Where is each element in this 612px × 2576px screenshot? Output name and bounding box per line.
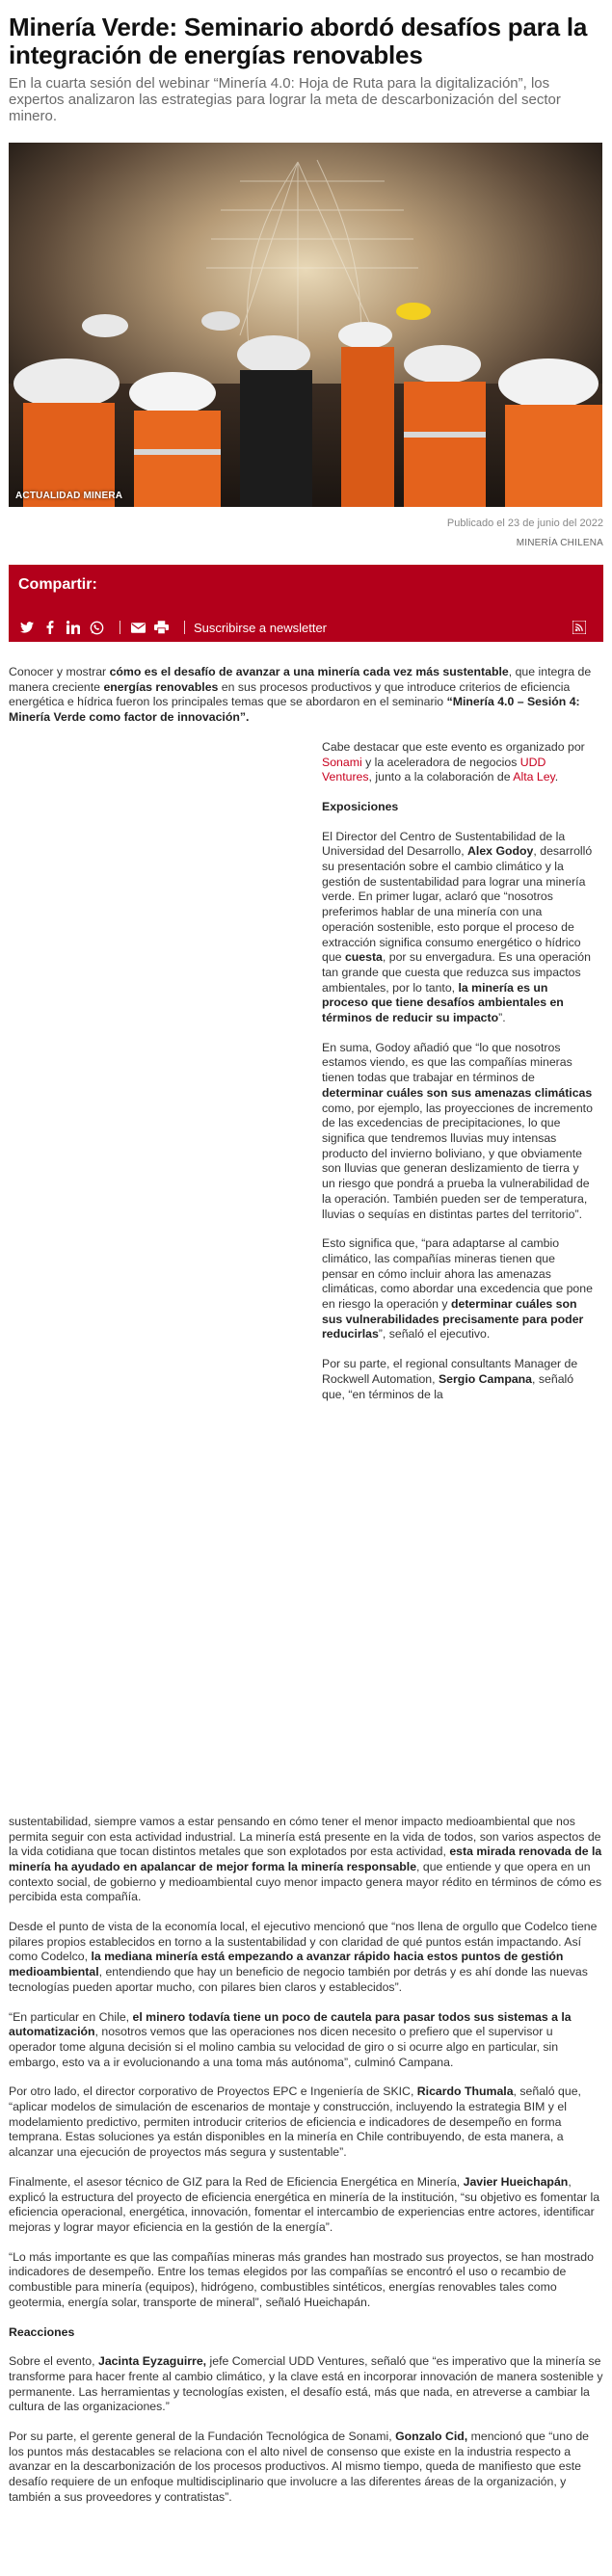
text-run: , que integra de manera creciente [9,665,592,694]
text-run: ”. [498,1011,506,1025]
text-run: , desarrolló su presentación sobre el cambio climático y la gestión de sustentabilidad para lograr una minería verde. En primer lugar, aclaró que “nosotros preferimos hablar de una minería con una operación sostenible, esto porque el proceso de extracción significa consumo energético o hídrico que [322,844,593,965]
linkedin-icon[interactable] [65,619,82,636]
bold-text: cuesta [344,950,383,965]
campana-paragraph-2 [9,1920,603,1996]
text-run: Esto significa que, “para adaptarse al cambio climático, las compañías mineras tienen que pensar en cómo incluir ahora las amenazas climáticas, como abordar una excedencia que pone en riesgo la operación y [322,1236,593,1312]
ad-space [9,740,322,1815]
inline-link[interactable]: Sonami [322,755,362,769]
share-divider [184,621,185,634]
section-heading-exposiciones: Exposiciones [322,799,399,813]
bold-text: determinar cuáles son sus amenazas climáticas [322,1085,593,1100]
godoy-paragraph-2 [322,1041,594,1222]
twitter-icon[interactable] [18,619,36,636]
text-run: como, por ejemplo, las proyecciones de incremento de las excedencias de precipitaciones, lo que significa que tendremos lluvias muy intensas producto del invierno boliviano, y que obviamente son lluvias que generan deslizamiento de tierra y un riesgo que pondrá a prueba la vulnerabilidad de la operación. También pueden ser de temperatura, lluvias o sequías en distintas partes del territorio”. [322,1101,593,1221]
source-label: MINERÍA CHILENA [516,538,603,548]
text-run: en sus procesos productivos y que introduce criterios de eficiencia energética e hídrica fueron los principales temas que se abordaron en el seminario [9,679,571,709]
text-run: jefe Comercial UDD Ventures, señaló que “es imperativo que la minería se transforme para hacer frente al cambio climático, y la clave está en incorporar innovación de manera sostenible y permanente. Las herramientas y tecnologías existen, el desafío está, más que nada, en atreverse a cambiar la cultura de las organizaciones.” [9,2354,603,2414]
eyzaguirre-paragraph [9,2354,603,2415]
text-run: , entendiendo que hay un beneficio de negocio también por detrás y es ahí donde las nuevas tecnologías pueden aportar mucho, con pilares bien claros y establecidos”. [9,1965,588,1994]
text-run: Por otro lado, el director corporativo de Proyectos EPC e Ingeniería de SKIC, [9,2085,417,2099]
text-run: Cabe destacar que este evento es organizado por [322,739,585,754]
bold-text: la mediana minería está empezando a avanzar rápido hacia estos puntos de gestión medioambiental [9,1950,564,1979]
text-run: , que entiende y que opera en un contexto social, de gobierno y medioambiental cuyo menor impacto genera mayor rédito en términos de cómo es percibida esta compañía. [9,1859,602,1904]
email-icon[interactable] [129,619,146,636]
published-date: Publicado el 23 de junio del 2022 [446,518,603,529]
text-run: . [554,770,559,784]
share-buttons [18,618,594,637]
publication-info [9,517,603,550]
article-body [9,665,603,2506]
narrow-column [322,740,594,1402]
text-run: Por su parte, el gerente general de la Fundación Tecnológica de Sonami, [9,2430,396,2444]
wide-column [9,1815,603,2506]
inline-link[interactable]: UDD Ventures [322,755,546,784]
text-run: El Director del Centro de Sustentabilidad de la Universidad del Desarrollo, [322,829,566,859]
bold-text: esta mirada renovada de la minería ha ayudado en apalancar de mejor forma la minería responsable [9,1845,602,1873]
organizers-paragraph [322,740,594,785]
bold-text: Sergio Campana [438,1371,533,1386]
thumala-paragraph [9,2085,603,2161]
text-run: mencionó que “uno de los puntos más destacables se relaciona con el alto nivel de consenso que existe en la industria respecto a avanzar en la descarbonización de los procesos productivos. Al mismo tiempo, queda de manifiesto que este desafío requiere de un enfoque multidisciplinario que involucre a las diferentes áreas de la organización, y también a sus proveedores y contratistas”. [9,2430,590,2504]
text-run: , nosotros vemos que las operaciones nos dicen necesito o prefiero que el supervisor u operador tome alguna decisión si el molino cambia su velocidad de giro o si ocurre algo en particular, sin embargo, esto va a ir evolucionando a una toma más autónoma”, culminó Campana. [9,2025,559,2069]
bold-text: “Minería 4.0 – Sesión 4: Minería Verde como factor de innovación”. [9,695,580,725]
newsletter-link[interactable]: Suscribirse a newsletter [194,620,327,635]
inline-link[interactable]: Alta Ley [513,770,555,784]
campana-paragraph-3 [9,2010,603,2071]
text-run: Por su parte, el regional consultants Manager de Rockwell Automation, [322,1357,578,1386]
godoy-paragraph-3 [322,1236,594,1342]
text-run: “Lo más importante es que las compañías mineras más grandes han mostrado sus proyectos, se han mostrado indicadores de desempeño. Entre los temas elegidos por las compañías se encontró el uso o recambio de combustible para minería (equipos), hidrógeno, combustibles sintéticos, energías renovables tales como geotermia, energía solar, transporte de mineral”, señaló Hueichapán. [9,2249,594,2309]
image-caption: ACTUALIDAD MINERA [15,491,123,501]
bold-text: energías renovables [103,679,219,694]
whatsapp-icon[interactable] [88,619,105,636]
text-run: , señaló que, “aplicar modelos de simulación de escenarios de montaje y construcción, incluyendo la estrategia BIM y el modelamiento predictivo, permiten introducir criterios de eficiencia e indicadores de desempeño en forma temprana. Estas soluciones ya están disponibles en la minería en Chile contribuyendo, de esta manera, a alcanzar una ejecución de proyectos más segura y sustentable”. [9,2085,581,2160]
text-run: sustentabilidad, siempre vamos a estar pensando en cómo tener el menor impacto medioambiental que nos permita seguir con esta actividad industrial. La minería está presente en la vida de todos, son varios aspectos de la vida cotidiana que tocan distintos metales que son explotados por esta actividad, [9,1814,601,1859]
text-run: Finalmente, el asesor técnico de GIZ para la Red de Eficiencia Energética en Minería, [9,2174,464,2189]
bold-text: Gonzalo Cid, [395,2430,468,2444]
rss-icon[interactable] [571,619,588,636]
text-run: En suma, Godoy añadió que “lo que nosotros estamos viendo, es que las compañías mineras tienen todas que trabajar en términos de [322,1040,572,1085]
mine-tunnel-photo [9,143,602,507]
godoy-paragraph-1 [322,830,594,1026]
bold-text: Jacinta Eyzaguirre, [97,2354,207,2369]
bold-text: determinar cuáles son sus vulnerabilidades precisamente para poder reducirlas [322,1297,584,1341]
campana-paragraph-1b [9,1815,603,1905]
text-run: Sobre el evento, [9,2354,98,2369]
article-hero-image [9,143,602,507]
intro-paragraph [9,665,603,726]
text-run: Desde el punto de vista de la economía local, el ejecutivo mencionó que “nos llena de orgullo que Codelco tiene pilares propios establecidos en torno a la sustentabilidad y con claridad de qué puntos están impactando. Así como Codelco, [9,1920,598,1964]
text-run: y la aceleradora de negocios [361,755,520,769]
share-title: Compartir: [18,576,97,593]
share-bar [9,565,603,642]
print-icon[interactable] [152,619,170,636]
text-run: Conocer y mostrar [9,665,110,678]
bold-text: la minería es un proceso que tiene desafíos ambientales en términos de reducir su impacto [322,980,564,1025]
hueichapan-paragraph-2 [9,2250,603,2311]
facebook-icon[interactable] [41,619,59,636]
bold-text: el minero todavía tiene un poco de cautela para pasar todos sus sistemas a la automatización [9,2009,572,2039]
text-run: , explicó la estructura del proyecto de eficiencia energética en minería de la institución, “su objetivo es fomentar la eficiencia operacional, energética, innovación, fomentar el intercambio de experiencias entre actores, identificar mejoras y lograr mayor eficiencia en la gestión de la energía”. [9,2174,600,2234]
bold-text: Ricardo Thumala [416,2085,514,2099]
bold-text: cómo es el desafío de avanzar a una minería cada vez más sustentable [109,665,509,678]
text-run: , junto a la colaboración de [368,770,514,784]
bold-text: Javier Hueichapán [463,2174,569,2189]
article-title: Minería Verde: Seminario abordó desafíos para la integración de energías renovables [9,13,588,69]
section-heading-reacciones: Reacciones [9,2324,75,2339]
cid-paragraph [9,2430,603,2506]
text-run: , señaló que, “en términos de la [322,1371,574,1401]
text-run: ”, señaló el ejecutivo. [378,1327,491,1341]
campana-paragraph-1a [322,1357,594,1402]
hueichapan-paragraph-1 [9,2175,603,2236]
bold-text: Alex Godoy [467,844,534,859]
article-subtitle: En la cuarta sesión del webinar “Minería 4.0: Hoja de Ruta para la digitalización”, los expertos analizaron las estrategias para lograr la meta de descarbonización del sector minero. [9,75,561,124]
text-run: “En particular en Chile, [9,2009,133,2024]
text-run: , por su envergadura. Es una operación tan grande que cuesta que reduzca sus impactos ambientales, por lo tanto, [322,950,591,995]
